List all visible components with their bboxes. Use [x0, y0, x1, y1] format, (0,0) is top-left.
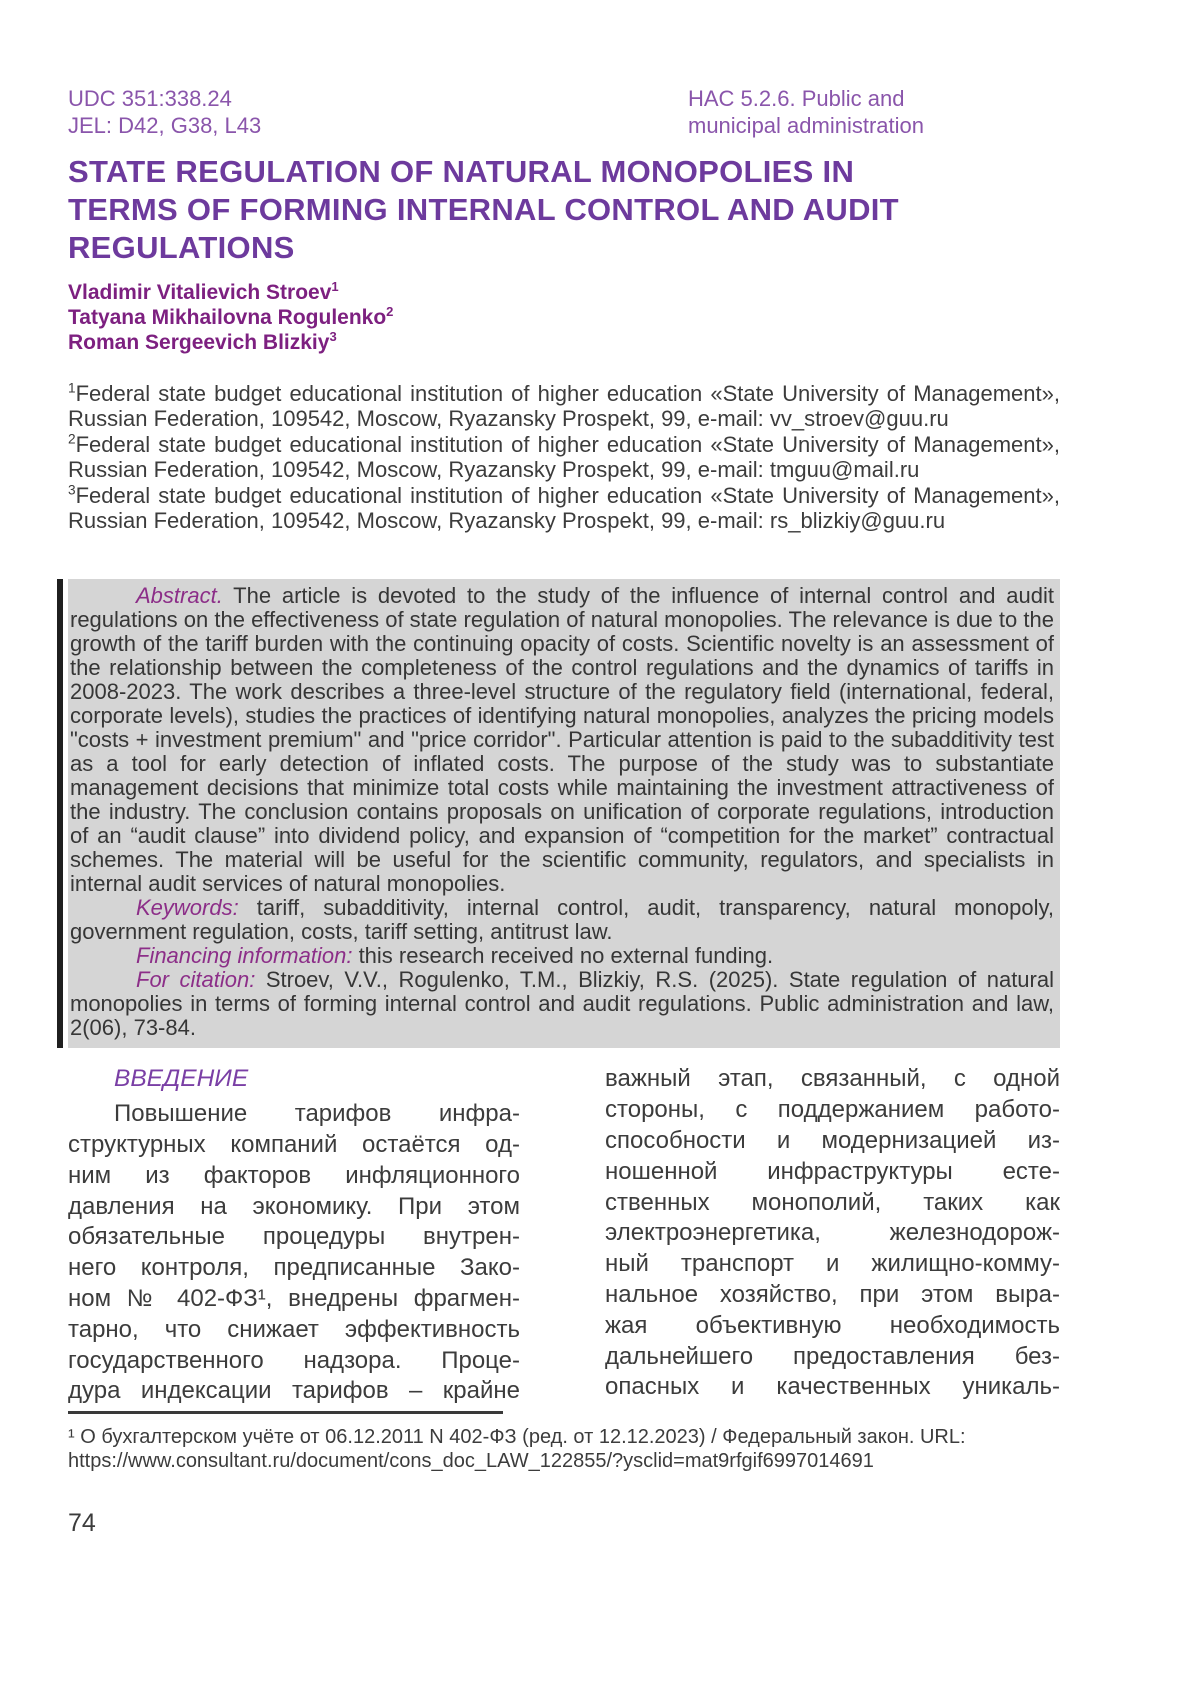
text-line: структурных компаний остаётся од- [68, 1131, 520, 1159]
text-line: ственных монополий, таких как [605, 1188, 1060, 1216]
intro-right-lines [605, 1064, 1060, 1403]
intro-right-column [605, 1064, 1060, 1407]
text-line: дура индексации тарифов – крайне [68, 1377, 520, 1405]
citation-paragraph [70, 968, 1054, 1040]
author-name: Vladimir Vitalievich Stroev [68, 281, 332, 304]
masthead [68, 85, 1060, 141]
article-title [68, 153, 1060, 267]
text-line: ним из факторов инфляционного [68, 1161, 520, 1189]
authors-list [68, 280, 1060, 355]
author [68, 280, 1060, 305]
abstract-paragraph [70, 584, 1054, 896]
affiliation-text: Federal state budget educational institution of higher education «State University of Management», Russian Federation, 109542, Moscow, Ryazansky Prospekt, 99, e-mail: vv_stroev@guu.ru [68, 381, 1060, 432]
author-name: Roman Sergeevich Blizkiy [68, 331, 330, 354]
author [68, 330, 1060, 355]
abstract-box [68, 579, 1060, 1048]
abstract-label: Abstract. [136, 583, 223, 609]
author-name: Tatyana Mikhailovna Rogulenko [68, 306, 387, 329]
text-line: способности и модернизацией из- [605, 1127, 1060, 1155]
text-line: важный этап, связанный, с одной [605, 1065, 1060, 1093]
affiliation-sup: 2 [68, 431, 76, 447]
author [68, 305, 1060, 330]
text-line: стороны, с поддержанием работо- [605, 1096, 1060, 1124]
text-line: давления на экономику. При этом [68, 1192, 520, 1220]
financing-label: Financing information: [136, 943, 353, 969]
citation-label: For citation: [136, 967, 256, 993]
affiliation-sup: 1 [68, 380, 76, 396]
text-line: тарно, что снижает эффективность [68, 1315, 520, 1343]
text-line: обязательные процедуры внутрен- [68, 1223, 520, 1251]
text-line: ношенной инфраструктуры есте- [605, 1157, 1060, 1185]
affiliation-sup: 3 [68, 482, 76, 498]
affiliation-text: Federal state budget educational institution of higher education «State University of Management», Russian Federation, 109542, Moscow, Ryazansky Prospekt, 99, e-mail: tmguu@mail.ru [68, 431, 1060, 483]
hac-line-2: municipal administration [688, 113, 924, 138]
keywords-label: Keywords: [136, 895, 239, 921]
keywords-paragraph [70, 896, 1054, 944]
author-sup: 3 [329, 329, 337, 344]
hac-line-1: HAC 5.2.6. Public and [688, 86, 905, 111]
author-sup: 2 [386, 304, 394, 319]
abstract-text: The article is devoted to the study of the influence of internal control and audit regulations on the effectiveness of state regulation of natural monopolies. The relevance is due to the growth of the tariff burden with the continuing opacity of costs. Scientific novelty is an assessment of the relationship between the completeness of the control regulations and the dynamics of tariffs in 2008-2023. The work describes a three-level structure of the regulatory field (international, federal, corporate levels), studies the practices of identifying natural monopolies, analyzes the pricing models "costs + investment premium" and "price corridor". Particular attention is paid to the subadditivity test as a tool for early detection of inflated costs. The purpose of the study was to substantiate management decisions that minimize total costs while maintaining the investment attractiveness of the industry. The conclusion contains proposals on unification of corporate regulations, introduction of an “audit clause” into dividend policy, and expansion of “competition for the market” contractual schemes. The material will be useful for the scientific community, regulators, and specialists in internal audit services of natural monopolies. [70, 583, 1054, 897]
title-line: STATE REGULATION OF NATURAL MONOPOLIES IN [68, 154, 855, 189]
keywords-text: tariff, subadditivity, internal control, audit, transparency, natural monopoly, government regulation, costs, tariff setting, antitrust law. [70, 895, 1054, 945]
affiliation [68, 381, 1060, 432]
introduction-section [68, 1064, 1060, 1407]
text-line: Повышение тарифов инфра- [114, 1100, 520, 1128]
jel-codes: JEL: D42, G38, L43 [68, 113, 262, 138]
intro-left-lines [68, 1099, 520, 1407]
title-line: REGULATIONS [68, 230, 295, 265]
page-number: 74 [68, 1509, 96, 1538]
section-heading: ВВЕДЕНИЕ [114, 1065, 249, 1093]
text-line: ном № 402-ФЗ¹, внедрены фрагмен- [68, 1285, 520, 1313]
udc-code: UDC 351:338.24 [68, 86, 232, 111]
financing-text: this research received no external funding. [352, 943, 774, 969]
affiliation-text: Federal state budget educational institution of higher education «State University of Management», Russian Federation, 109542, Moscow, Ryazansky Prospekt, 99, e-mail: rs_blizkiy@guu.ru [68, 482, 1060, 534]
footnote-text: ¹ О бухгалтерском учёте от 06.12.2011 N 402-ФЗ (ред. от 12.12.2023) / Федеральный закон. URL: https://www.consultant.ru/document/cons_doc_LAW_122855/?ysclid=mat9rfgif6997014691 [68, 1426, 966, 1472]
affiliation [68, 432, 1060, 483]
text-line: дальнейшего предоставления без- [605, 1342, 1060, 1370]
intro-left-column [68, 1064, 520, 1407]
text-line: государственного надзора. Проце- [68, 1346, 520, 1374]
hac-block [688, 85, 924, 139]
abstract-block [57, 579, 1060, 1048]
affiliation [68, 483, 1060, 534]
text-line: него контроля, предписанные Зако- [68, 1254, 520, 1282]
title-line: TERMS OF FORMING INTERNAL CONTROL AND AUDIT [68, 192, 899, 227]
text-line: электроэнергетика, железнодорож- [605, 1219, 1060, 1247]
text-line: нальное хозяйство, при этом выра- [605, 1281, 1060, 1309]
author-sup: 1 [331, 279, 339, 294]
affiliations [68, 381, 1060, 533]
text-line: ный транспорт и жилищно-комму- [605, 1250, 1060, 1278]
text-line: жая объективную необходимость [605, 1311, 1060, 1339]
footnote-divider [68, 1411, 503, 1414]
citation-text: Stroev, V.V., Rogulenko, T.M., Blizkiy, R.S. (2025). State regulation of natural monopolies in terms of forming internal control and audit regulations. Public administration and law, 2(06), 73-84. [70, 967, 1054, 1041]
financing-paragraph [70, 944, 1054, 968]
text-line: опасных и качественных уникаль- [605, 1373, 1060, 1401]
